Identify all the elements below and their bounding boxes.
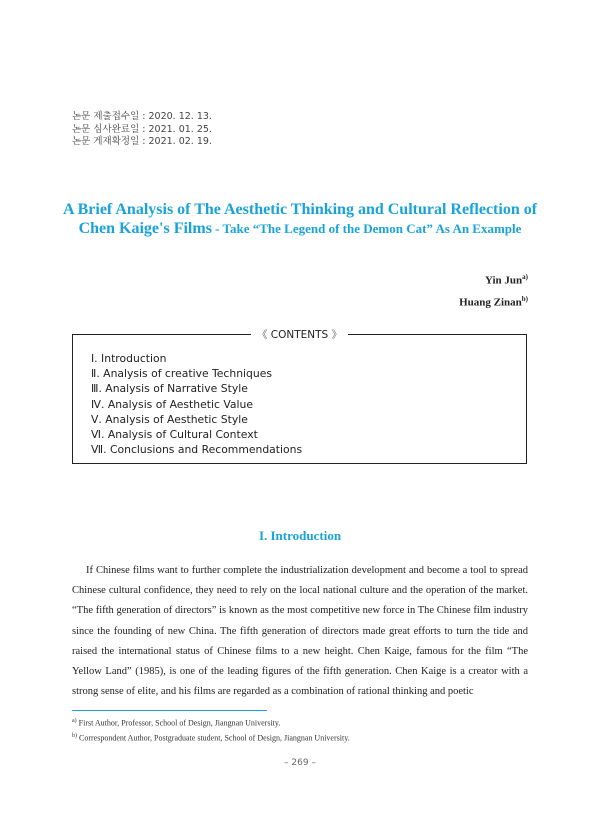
title-line-1: A Brief Analysis of The Aesthetic Thinking and Cultural Reflection of bbox=[62, 201, 538, 218]
submission-dates bbox=[72, 111, 212, 149]
contents-item: Ⅲ. Analysis of Narrative Style bbox=[91, 382, 248, 396]
contents-item: Ⅱ. Analysis of creative Techniques bbox=[91, 367, 273, 381]
footnote-rule bbox=[72, 710, 267, 711]
contents-item: Ⅶ. Conclusions and Recommendations bbox=[91, 443, 303, 457]
author-1 bbox=[459, 268, 528, 290]
footnote-text: First Author, Professor, School of Design, Jiangnan University. bbox=[76, 718, 281, 728]
date-reviewed: 논문 심사완료일 : 2021. 01. 25. bbox=[72, 123, 212, 135]
contents-item: Ⅵ. Analysis of Cultural Context bbox=[91, 428, 258, 442]
author-name: Yin Jun bbox=[484, 274, 523, 287]
title-subtitle: - Take “The Legend of the Demon Cat” As An Example bbox=[211, 221, 522, 236]
section-heading: I. Introduction bbox=[258, 528, 342, 543]
author-2 bbox=[459, 290, 528, 312]
author-mark: b) bbox=[521, 294, 528, 303]
paper-title bbox=[40, 200, 560, 239]
body-text bbox=[72, 561, 528, 702]
author-list bbox=[459, 268, 528, 311]
footnote-2 bbox=[72, 730, 350, 745]
footnotes bbox=[72, 715, 350, 745]
footnote-mark: b) bbox=[72, 733, 77, 740]
footnote-1 bbox=[72, 715, 350, 730]
intro-paragraph: If Chinese films want to further complete the industrialization development and become a tool to spread Chinese cultural confidence, they need to rely on the local national culture and the operation of the market. “The fifth generation of directors” is known as the most competitive new force in The Chinese film industry since the founding of new China. The fifth generation of directors made great efforts to turn the tide and raised the international status of Chinese films to a new height. Chen Kaige, famous for the film “The Yellow Land” (1985), is one of the leading figures of the fifth generation. Chen Kaige is a creator with a strong sense of elite, and his films are regarded as a combination of rational thinking and poetic bbox=[72, 565, 528, 698]
page-number: – 269 – bbox=[284, 758, 316, 768]
title-line-2 bbox=[40, 219, 560, 239]
contents-item: Ⅳ. Analysis of Aesthetic Value bbox=[91, 397, 254, 411]
contents-item: Ⅴ. Analysis of Aesthetic Style bbox=[91, 412, 248, 426]
author-mark: a) bbox=[522, 273, 528, 281]
contents-heading: 《 CONTENTS 》 bbox=[73, 327, 526, 342]
contents-list bbox=[91, 351, 302, 457]
footnote-mark: a) bbox=[72, 718, 77, 724]
author-name: Huang Zinan bbox=[459, 296, 522, 309]
footnote-text: Correspondent Author, Postgraduate student, School of Design, Jiangnan University. bbox=[77, 733, 350, 743]
date-submitted: 논문 제출접수일 : 2020. 12. 13. bbox=[72, 111, 212, 122]
date-accepted: 논문 게재확정일 : 2021. 02. 19. bbox=[72, 136, 212, 147]
contents-item: Ⅰ. Introduction bbox=[91, 352, 167, 365]
title-main: Chen Kaige's Films bbox=[78, 220, 212, 237]
contents-box bbox=[72, 329, 527, 464]
